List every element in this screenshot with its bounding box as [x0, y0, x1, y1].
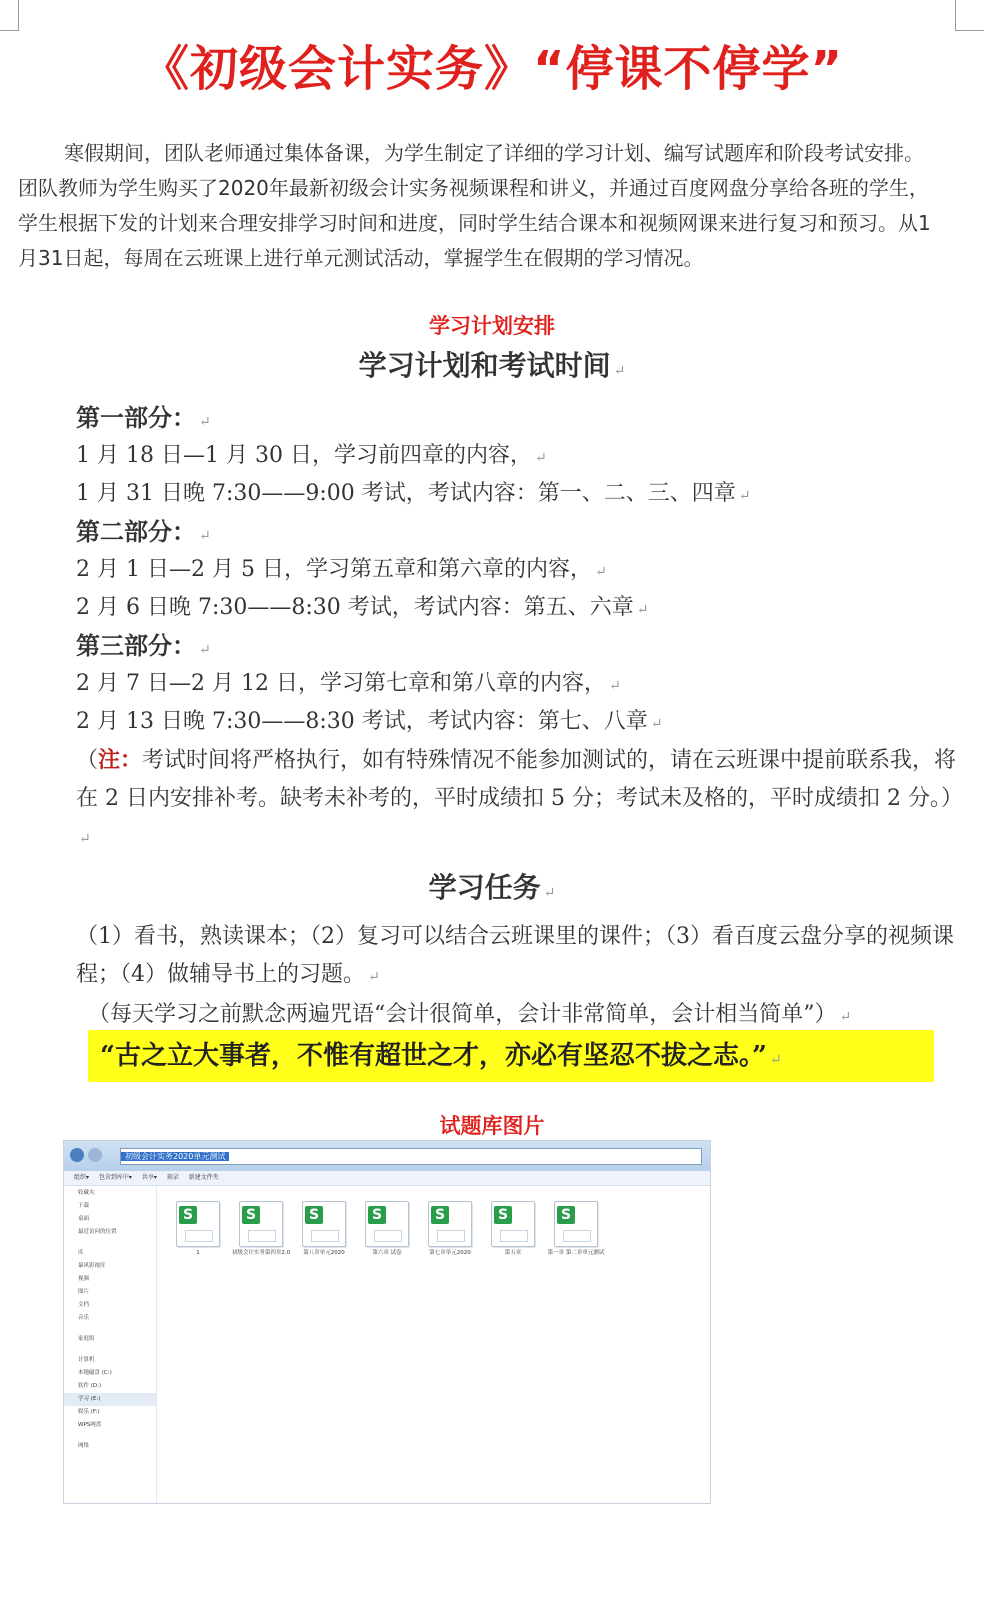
intro-paragraph: 寒假期间，团队老师通过集体备课，为学生制定了详细的学习计划、编写试题库和阶段考试安排。团队教师为学生购买了2020年最新初级会计实务视频课程和讲义，并通过百度网盘分享给各班的学生，学生根据下发的计划来合理安排学习时间和进度，同时学生结合课本和视频网课来进行复习和预习。从1月31日起，每周在云班课上进行单元测试活动，掌握学生在假期的学习情况。	[18, 141, 931, 270]
file-name: 第五章	[504, 1250, 522, 1256]
schedule-line: 1 月 18 日—1 月 30 日，学习前四章的内容， ↵	[76, 443, 547, 468]
plan-heading: 学习计划安排	[429, 314, 555, 338]
spreadsheet-file-icon: S	[365, 1201, 409, 1247]
sidebar-item[interactable]: 本地磁盘 (C:)	[78, 1370, 112, 1376]
file-item[interactable]	[546, 1201, 606, 1257]
sidebar-item[interactable]	[64, 1325, 156, 1333]
sidebar-item[interactable]	[64, 1432, 156, 1440]
file-name: 1	[196, 1250, 200, 1256]
sidebar-item[interactable]: 最近访问的位置	[78, 1229, 117, 1235]
spreadsheet-file-icon: S	[239, 1201, 283, 1247]
sidebar-item[interactable]	[64, 1346, 156, 1354]
sidebar-item[interactable]: WPS网盘	[78, 1422, 102, 1428]
task-text: （1）看书，熟读课本；（2）复习可以结合云班课里的课件；（3）看百度云盘分享的视频课程；（4）做辅导书上的习题。 ↵	[76, 924, 954, 987]
sidebar-item[interactable]: 家庭组	[78, 1336, 95, 1342]
file-item[interactable]	[168, 1201, 228, 1257]
section-heading: 第三部分： ↵	[76, 631, 211, 660]
sidebar-item[interactable]: 计算机	[78, 1357, 95, 1363]
file-item[interactable]	[357, 1201, 417, 1257]
crop-mark-right	[955, 0, 984, 31]
schedule	[76, 399, 966, 858]
file-name: 初级会计实务第四章2.0	[231, 1250, 291, 1256]
file-item[interactable]	[231, 1201, 291, 1257]
sidebar-item[interactable]: 桌面	[78, 1216, 90, 1222]
crop-mark-left	[0, 0, 19, 31]
sidebar-item[interactable]	[64, 1239, 156, 1247]
highlighted-quote: “古之立大事者，不惟有超世之才，亦必有坚忍不拔之志。” ↵	[88, 1030, 934, 1082]
spreadsheet-file-icon: S	[302, 1201, 346, 1247]
sidebar-item[interactable]: 娱乐 (F:)	[78, 1409, 100, 1415]
plan-title: 学习计划和考试时间 ↵	[358, 349, 626, 382]
sidebar-item[interactable]: 收藏夹	[78, 1190, 95, 1196]
file-name: 第八章单元2020	[303, 1250, 345, 1256]
file-item[interactable]	[420, 1201, 480, 1257]
sidebar-item[interactable]: 暴风影视库	[78, 1263, 106, 1269]
section-heading: 第二部分： ↵	[76, 517, 211, 546]
file-name: 第七章单元2020	[429, 1250, 471, 1256]
sidebar-item[interactable]: 下载	[78, 1203, 90, 1209]
explorer-screenshot	[63, 1140, 711, 1504]
schedule-line: 2 月 6 日晚 7:30——8:30 考试，考试内容：第五、六章 ↵	[76, 595, 649, 620]
sidebar-item[interactable]: 文档	[78, 1302, 90, 1308]
sidebar-item[interactable]: 视频	[78, 1276, 90, 1282]
sidebar-item[interactable]: 学习 (E:)	[64, 1393, 156, 1406]
file-item[interactable]	[483, 1201, 543, 1257]
sidebar-item[interactable]: 网络	[78, 1443, 90, 1449]
spreadsheet-file-icon: S	[428, 1201, 472, 1247]
task-title: 学习任务 ↵	[428, 871, 556, 904]
spreadsheet-file-icon: S	[554, 1201, 598, 1247]
section-heading: 第一部分： ↵	[76, 403, 211, 432]
sidebar-item[interactable]: 软件 (D:)	[78, 1383, 102, 1389]
schedule-line: 1 月 31 日晚 7:30——9:00 考试，考试内容：第一、二、三、四章 ↵	[76, 481, 751, 506]
explorer-sidebar	[64, 1187, 157, 1503]
page-title: 《初级会计实务》“停课不停学”	[140, 41, 844, 97]
schedule-list	[76, 399, 966, 741]
exam-note: （注：考试时间将严格执行，如有特殊情况不能参加测试的，请在云班课中提前联系我，将在 2 日内安排补考。缺考未补考的，平时成绩扣 5 分；考试未及格的，平时成绩扣 2 分。）↵	[76, 747, 963, 847]
address-bar[interactable]: 初级会计实务2020单元测试	[120, 1148, 702, 1165]
explorer-titlebar	[64, 1141, 710, 1171]
sidebar-item[interactable]: 音乐	[78, 1315, 90, 1321]
file-item[interactable]	[294, 1201, 354, 1257]
back-icon[interactable]	[70, 1148, 84, 1162]
sidebar-item[interactable]: 库	[78, 1250, 84, 1256]
motto-text: （每天学习之前默念两遍咒语“会计很简单，会计非常简单，会计相当简单”） ↵	[88, 1002, 852, 1027]
bank-heading: 试题库图片	[439, 1114, 545, 1138]
schedule-line: 2 月 7 日—2 月 12 日，学习第七章和第八章的内容， ↵	[76, 671, 621, 696]
sidebar-item[interactable]: 图片	[78, 1289, 90, 1295]
forward-icon[interactable]	[88, 1148, 102, 1162]
task-section	[76, 918, 956, 1036]
spreadsheet-file-icon: S	[491, 1201, 535, 1247]
file-name: 第一章 第二章单元测试	[547, 1250, 605, 1256]
file-name: 第六章 试卷	[372, 1250, 402, 1256]
schedule-line: 2 月 13 日晚 7:30——8:30 考试，考试内容：第七、八章 ↵	[76, 709, 663, 734]
spreadsheet-file-icon: S	[176, 1201, 220, 1247]
explorer-toolbar[interactable]: 组织▾ 包含到库中▾ 共享▾ 刻录 新建文件夹	[64, 1171, 710, 1186]
schedule-line: 2 月 1 日—2 月 5 日，学习第五章和第六章的内容， ↵	[76, 557, 607, 582]
